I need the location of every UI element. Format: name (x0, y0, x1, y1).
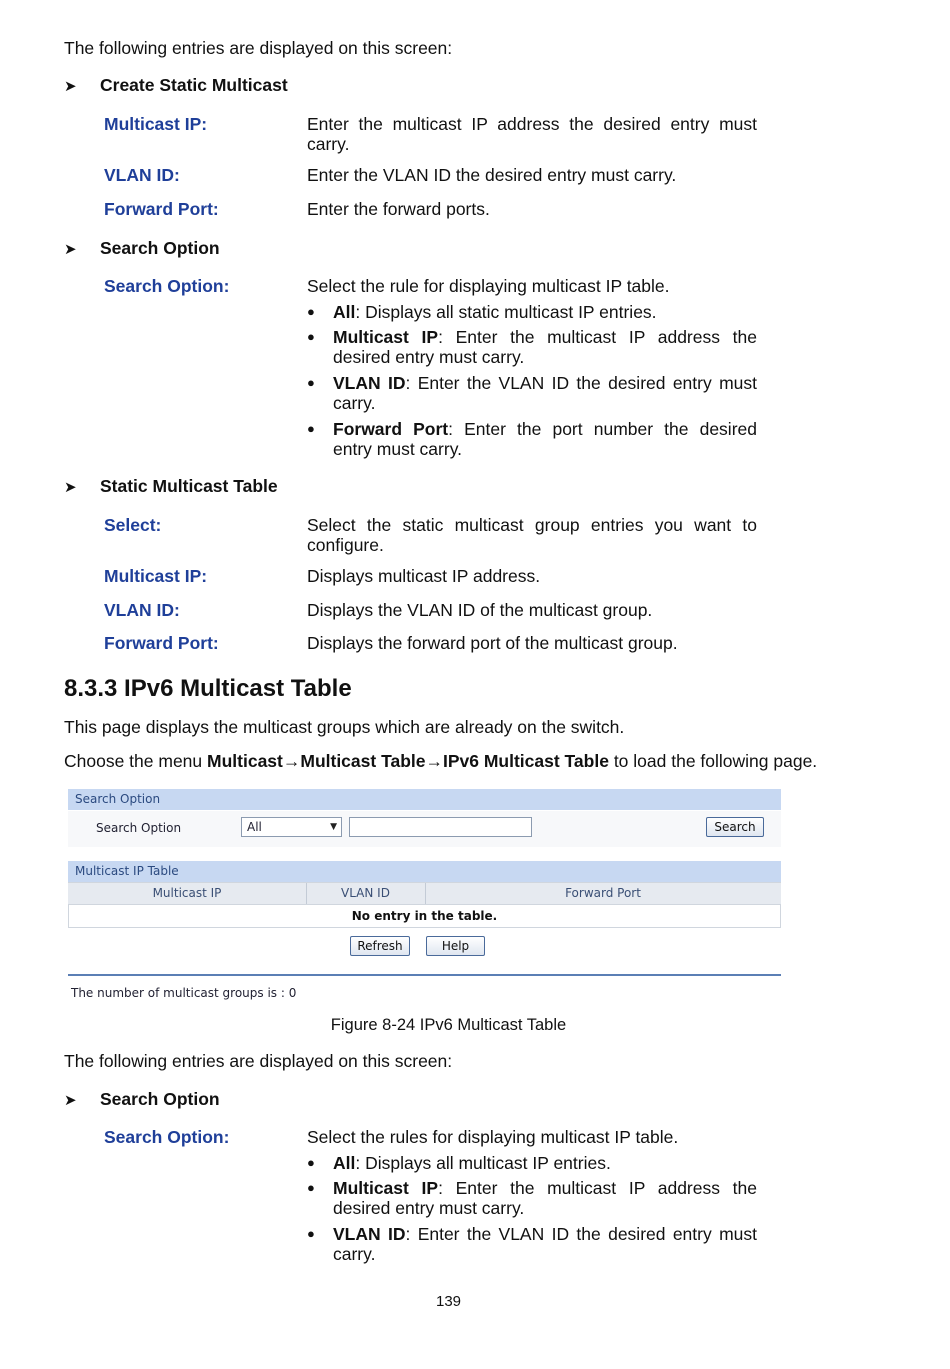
section-title: 8.3.3 IPv6 Multicast Table (64, 675, 352, 702)
bullet-text: : Enter the VLAN ID the desired entry must carry. (333, 373, 757, 413)
term-search-option: Search Option: (104, 276, 230, 296)
bullet-text: : Displays all multicast IP entries. (355, 1153, 611, 1173)
chevron-right-icon: ➤ (64, 241, 77, 258)
bullet-term: All (333, 302, 356, 322)
desc-search-option-2: Select the rules for displaying multicast IP table. (307, 1127, 679, 1147)
figure-caption: Figure 8-24 IPv6 Multicast Table (330, 1016, 567, 1034)
bullet-item (307, 302, 757, 322)
bullet-text: : Enter the VLAN ID the desired entry must carry. (333, 1224, 757, 1264)
page-number: 139 (435, 1293, 462, 1310)
column-header-forward-port: Forward Port (565, 886, 641, 900)
multicast-ip-table-bar: Multicast IP Table (68, 861, 781, 882)
bullet-item (307, 419, 757, 459)
bullet-icon: ● (307, 304, 315, 319)
bullet-term: Forward Port (333, 419, 449, 439)
desc-select: Select the static multicast group entries you want to configure. (307, 515, 757, 555)
bullet-text: : Enter the multicast IP address the desired entry must carry. (333, 1178, 757, 1218)
term-select: Select: (104, 515, 162, 535)
menu-path-paragraph (64, 751, 817, 772)
desc-forward-port: Displays the forward port of the multicast group. (307, 633, 678, 653)
column-header-multicast-ip: Multicast IP (68, 883, 307, 904)
bullet-icon: ● (307, 375, 315, 390)
bullet-item (307, 1224, 757, 1264)
search-button[interactable]: Search (706, 817, 764, 837)
menu-path-prefix: Choose the menu (64, 751, 208, 771)
bullet-text: : Enter the port number the desired entry must carry. (333, 419, 757, 459)
chevron-right-icon: ➤ (64, 78, 77, 95)
create-static-header (64, 75, 288, 96)
term-search-option-2: Search Option: (104, 1127, 230, 1147)
term-vlan-id: VLAN ID: (104, 600, 180, 620)
search-option-title: Search Option (100, 238, 220, 258)
bullet-icon: ● (307, 1155, 315, 1170)
divider (68, 974, 781, 976)
intro-text-2: The following entries are displayed on this screen: (64, 1051, 453, 1071)
desc-forward-port: Enter the forward ports. (307, 199, 490, 219)
desc-multicast-ip: Enter the multicast IP address the desired entry must carry. (307, 114, 757, 154)
bullet-icon: ● (307, 329, 315, 344)
bullet-term: VLAN ID (333, 1224, 406, 1244)
bullet-text: : Enter the multicast IP address the desired entry must carry. (333, 327, 757, 367)
term-forward-port: Forward Port: (104, 633, 219, 653)
help-button[interactable]: Help (426, 936, 485, 956)
search-option-header-2 (64, 1089, 220, 1110)
term-multicast-ip: Multicast IP: (104, 114, 208, 134)
empty-table-message: No entry in the table. (68, 905, 781, 928)
bullet-icon: ● (307, 1180, 315, 1195)
bullet-term: Multicast IP (333, 1178, 439, 1198)
bullet-term: All (333, 1153, 356, 1173)
search-option-title-2: Search Option (100, 1089, 220, 1109)
desc-multicast-ip: Displays multicast IP address. (307, 566, 541, 586)
search-option-select[interactable] (241, 817, 342, 837)
term-vlan-id: VLAN ID: (104, 165, 180, 185)
bullet-term: VLAN ID (333, 373, 406, 393)
menu-path-suffix: to load the following page. (608, 751, 818, 771)
chevron-right-icon: ➤ (64, 1092, 77, 1109)
bullet-icon: ● (307, 1226, 315, 1241)
menu-path: Multicast→Multicast Table→IPv6 Multicast Table (207, 751, 609, 771)
term-multicast-ip: Multicast IP: (104, 566, 208, 586)
bullet-term: Multicast IP (333, 327, 439, 347)
static-table-header (64, 476, 278, 497)
chevron-down-icon: ▼ (330, 822, 337, 832)
bullet-item (307, 373, 757, 413)
bullet-item (307, 1153, 757, 1173)
desc-vlan-id: Enter the VLAN ID the desired entry must carry. (307, 165, 677, 185)
search-option-label: Search Option (96, 821, 182, 835)
search-option-select-value: All (247, 820, 262, 834)
bullet-icon: ● (307, 421, 315, 436)
multicast-group-count: The number of multicast groups is : 0 (71, 986, 297, 1000)
chevron-right-icon: ➤ (64, 479, 77, 496)
desc-vlan-id: Displays the VLAN ID of the multicast group. (307, 600, 653, 620)
column-header-vlan-id: VLAN ID (306, 883, 426, 904)
bullet-text: : Displays all static multicast IP entries. (355, 302, 657, 322)
static-table-title: Static Multicast Table (100, 476, 278, 496)
desc-search-option: Select the rule for displaying multicast IP table. (307, 276, 670, 296)
search-option-header (64, 238, 220, 259)
refresh-button[interactable]: Refresh (350, 936, 410, 956)
bullet-item (307, 327, 757, 367)
ipv6-multicast-table-figure (66, 787, 782, 1002)
search-option-bar: Search Option (68, 789, 781, 810)
bullet-item (307, 1178, 757, 1218)
search-input[interactable] (349, 817, 532, 837)
table-header (68, 882, 781, 905)
section-paragraph: This page displays the multicast groups which are already on the switch. (64, 717, 625, 737)
term-forward-port: Forward Port: (104, 199, 219, 219)
intro-text: The following entries are displayed on this screen: (64, 38, 453, 58)
create-static-title: Create Static Multicast (100, 75, 288, 95)
